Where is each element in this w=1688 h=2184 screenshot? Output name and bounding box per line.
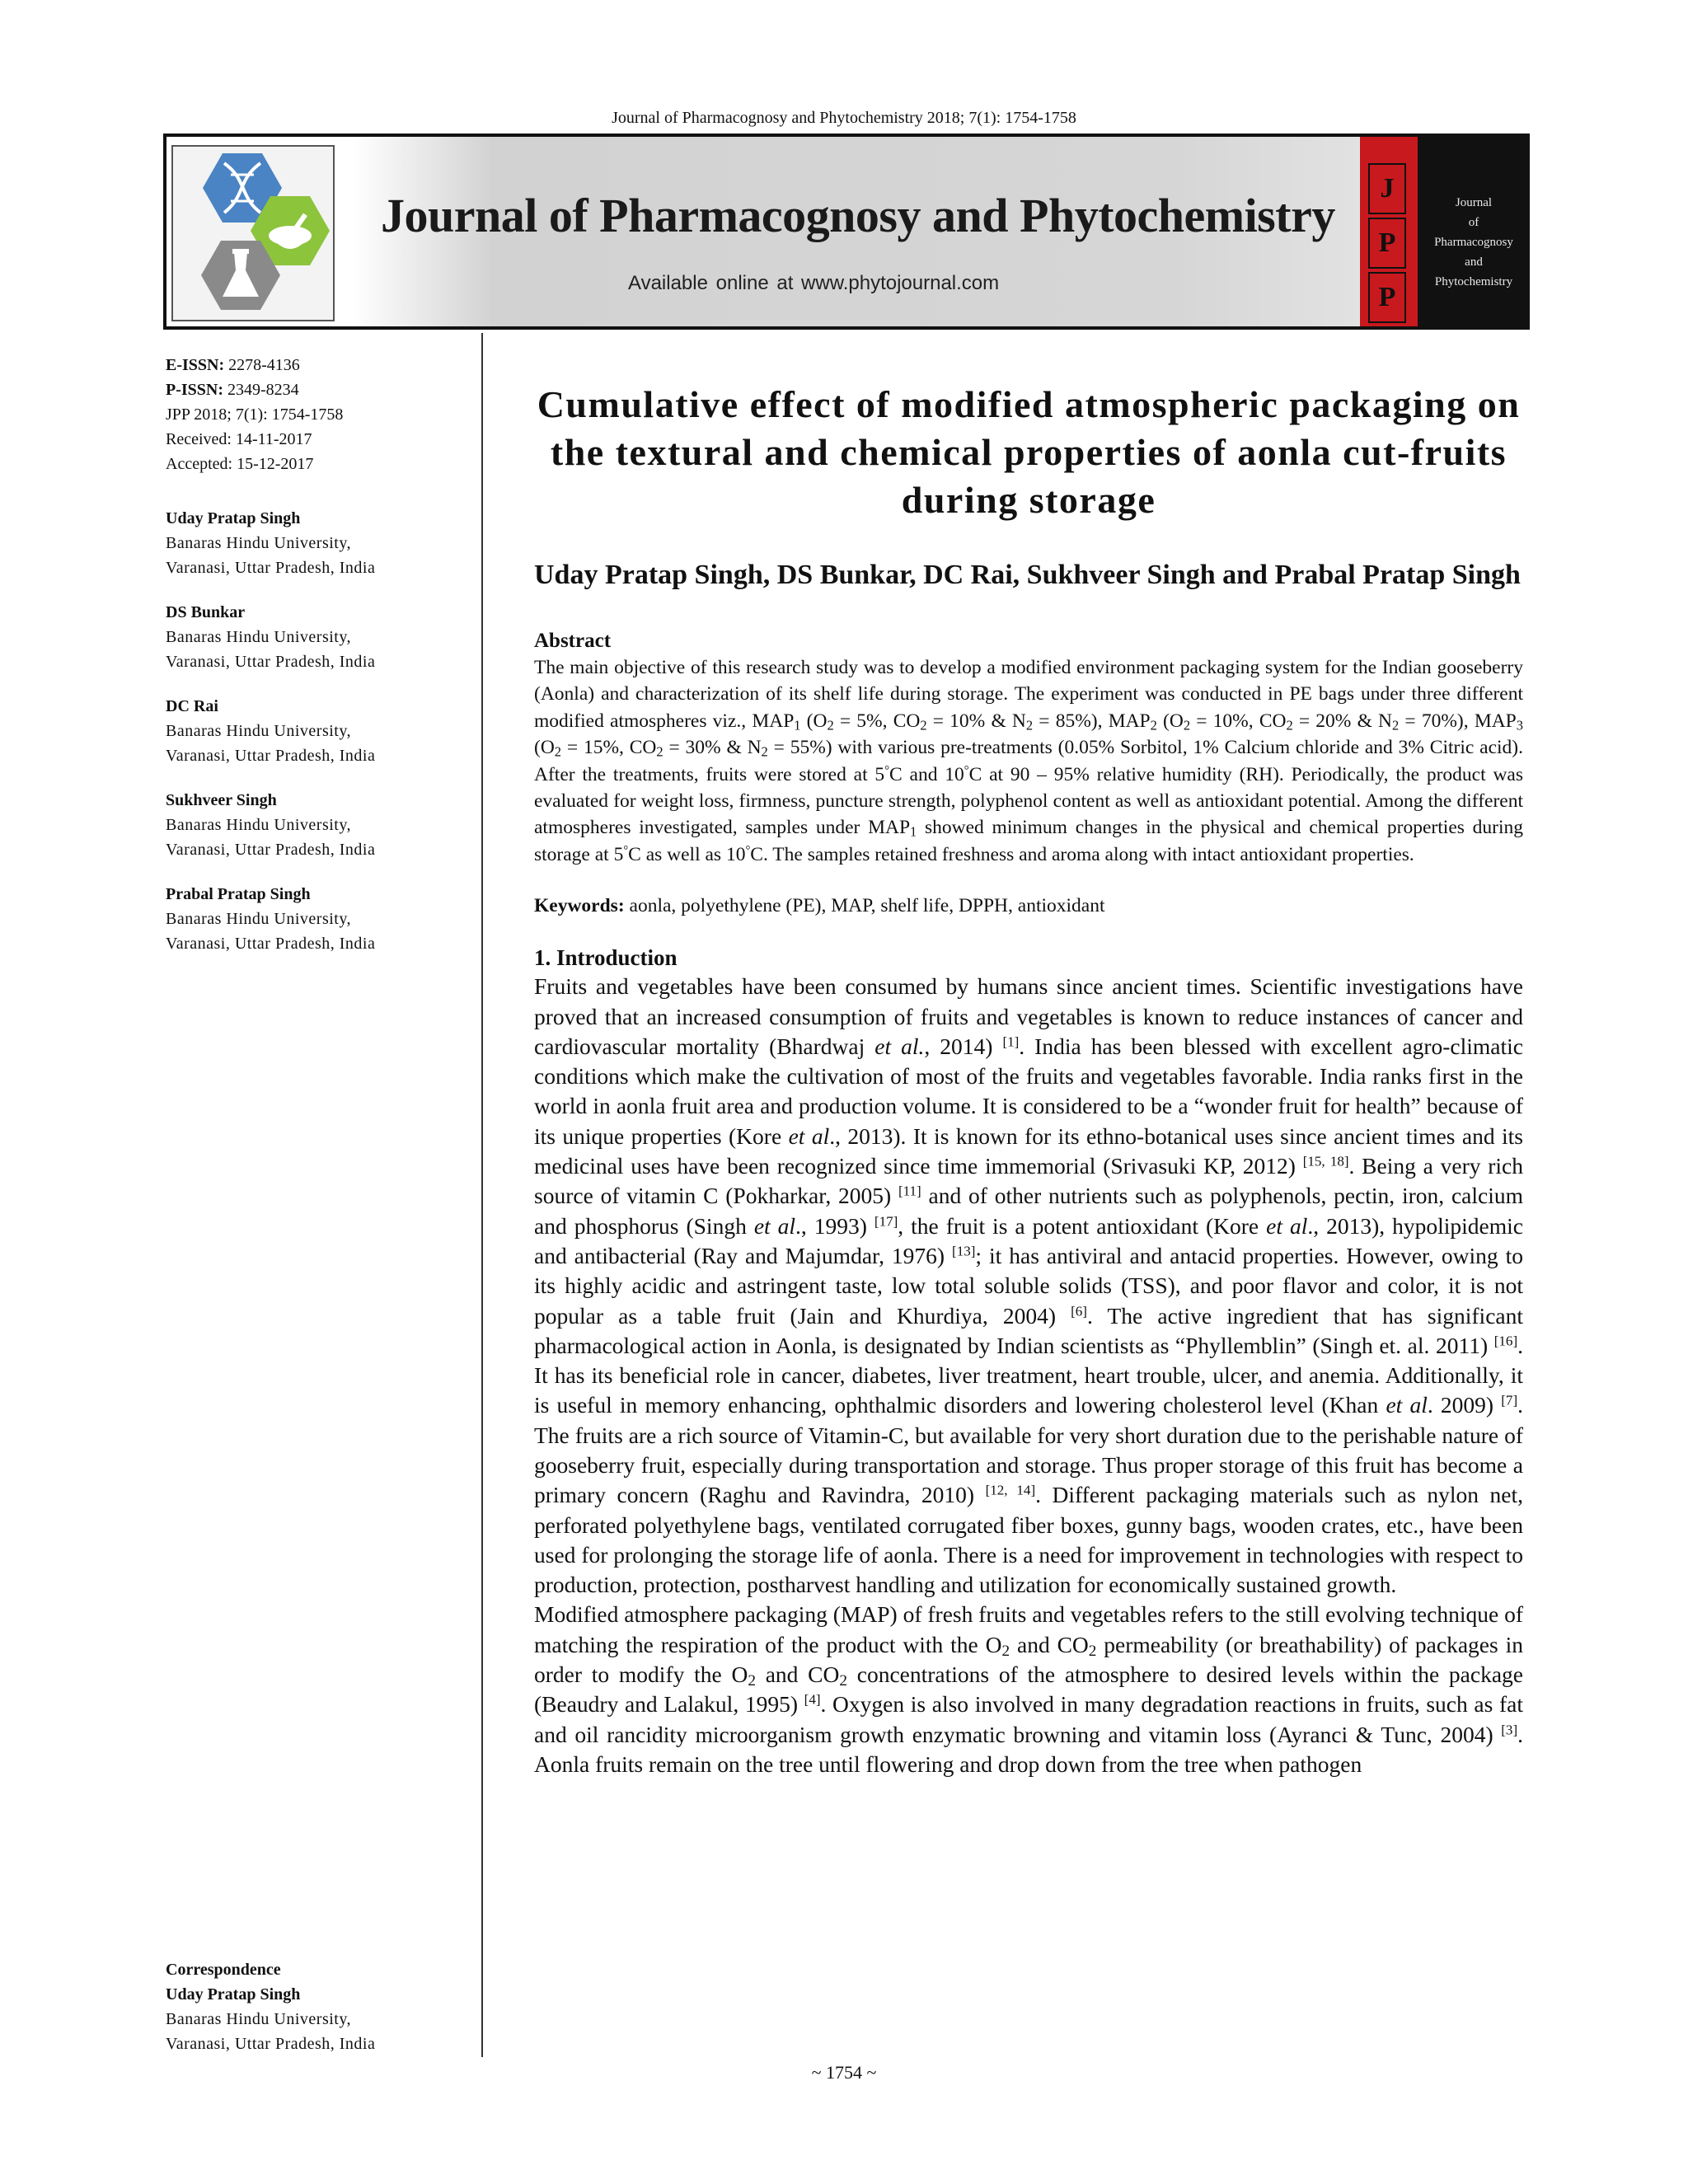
affiliation-1: Uday Pratap Singh Banaras Hindu University, Varanasi, Uttar Pradesh, India [166, 509, 376, 577]
abstract-text: The main objective of this research study was to develop a modified environment packaging system for the Indian gooseberry (Aonla) and characterization of its shelf life during storage. The experiment was conducted in PE bags under three different modified atmospheres viz., $MAP_1$ ($O_2 = 5\%$, $CO_2 = 10\%$ & $N_2 = 85\%$), $MAP_2$ ($O_2 = 10\%$, $CO_2 = 20\%$ & $N_2 = 70\%$), $MAP_3$ ($O_2 = 15\%$, $CO_2 = 30\%$ & $N_2 = 55\%$) with various pre-treatments (0.05% Sorbitol, 1% Calcium chloride and 3% Citric acid). After the treatments, fruits were stored at 5°C and 10°C at 90 – 95% relative humidity (RH). Periodically, the product was evaluated for weight loss, firmness, puncture strength, polyphenol content as well as antioxidant potential. Among the different atmospheres investigated, samples under $MAP_1$ showed minimum changes in the physical and chemical properties during storage at 5°C as well as 10°C. The samples retained freshness and aroma along with intact antioxidant properties. [534, 657, 1523, 865]
running-head: Journal of Pharmacognosy and Phytochemistry 2018; 7(1): 1754-1758 [612, 109, 1076, 127]
author-list: Uday Pratap Singh, DS Bunkar, DC Rai, Sukhveer Singh and Prabal Pratap Singh [534, 560, 1521, 590]
jpp-letter-p2: P [1368, 272, 1406, 323]
abstract-heading: Abstract [534, 630, 612, 652]
journal-logo [171, 145, 335, 321]
journal-banner [163, 134, 1530, 330]
affiliation-2: DS Bunkar Banaras Hindu University, Varanasi, Uttar Pradesh, India [166, 603, 376, 671]
side-text-2: of [1468, 216, 1479, 229]
intro-heading: 1. Introduction [534, 945, 678, 971]
correspondence: Correspondence Uday Pratap Singh Banaras Hindu University, Varanasi, Uttar Pradesh, India [166, 1957, 479, 2056]
eissn: E-ISSN: 2278-4136 [166, 356, 300, 374]
article-title: Cumulative effect of modified atmospheric packaging on the textural and chemical properties of aonla cut-fruits during storage [537, 383, 1521, 521]
journal-name: Journal of Pharmacognosy and Phytochemistry [381, 189, 1335, 242]
sidebar [166, 353, 479, 956]
side-text-3: Pharmacognosy [1434, 236, 1513, 249]
jpp-citation: JPP 2018; 7(1): 1754-1758 [166, 405, 344, 424]
correspondence-name: Uday Pratap Singh [166, 1985, 301, 2004]
keywords: Keywords: aonla, polyethylene (PE), MAP, shelf life, DPPH, antioxidant [534, 895, 1105, 917]
received-date: Received: 14-11-2017 [166, 430, 312, 448]
jpp-side-panel [1418, 137, 1530, 326]
affiliation-5: Prabal Pratap Singh Banaras Hindu University, Varanasi, Uttar Pradesh, India [166, 885, 376, 953]
side-text-1: Journal [1455, 196, 1493, 209]
page-number: ~ 1754 ~ [811, 2062, 877, 2083]
side-text-4: and [1465, 255, 1483, 269]
intro-paragraph-2: Modified atmosphere packaging (MAP) of fresh fruits and vegetables refers to the still evolving technique of matching the respiration of the product with the $O_2$ and $CO_2$ permeability (or breathability) of packages in order to modify the $O_2$ and $CO_2$ concentrations of the atmosphere to desired levels within the package (Beaudry and Lalakul, 1995) [4]. Oxygen is also involved in many degradation reactions in fruits, such as fat and oil rancidity microorganism growth enzymatic browning and vitamin loss (Ayranci & Tunc, 2004) [3]. Aonla fruits remain on the tree until flowering and drop down from the tree when pathogen [534, 1601, 1523, 1777]
availability-note: Available online at www.phytojournal.com [628, 272, 1000, 294]
intro-paragraph-1: Fruits and vegetables have been consumed by humans since ancient times. Scientific investigations have proved that an increased consumption of fruits and vegetables is known to reduce instances of cancer and cardiovascular mortality (Bhardwaj et al., 2014) [1]. India has been blessed with excellent agro-climatic conditions which make the cultivation of most of the fruits and vegetables favorable. India ranks first in the world in aonla fruit area and production volume. It is considered to be a “wonder fruit for health” because of its unique properties (Kore et al., 2013). It is known for its ethno-botanical uses since ancient times and its medicinal uses have been recognized since time immemorial (Srivasuki KP, 2012) [15, 18]. Being a very rich source of vitamin C (Pokharkar, 2005) [11] and of other nutrients such as polyphenols, pectin, iron, calcium and phosphorus (Singh et al., 1993) [17], the fruit is a potent antioxidant (Kore et al., 2013), hypolipidemic and antibacterial (Ray and Majumdar, 1976) [13]; it has antiviral and antacid properties. However, owing to its highly acidic and astringent taste, low total soluble solids (TSS), and poor flavor and color, it is not popular as a table fruit (Jain and Khurdiya, 2004) [6]. The active ingredient that has significant pharmacological action in Aonla, is designated by Indian scientists as “Phyllemblin” (Singh et. al. 2011) [16]. It has its beneficial role in cancer, diabetes, liver treatment, heart trouble, ulcer, and anemia. Additionally, it is useful in memory enhancing, ophthalmic disorders and lowering cholesterol level (Khan et al. 2009) [7]. The fruits are a rich source of Vitamin-C, but available for very short duration due to the perishable nature of gooseberry fruit, especially during transportation and storage. Thus proper storage of this fruit has become a primary concern (Raghu and Ravindra, 2010) [12, 14]. Different packaging materials such as nylon net, perforated polyethylene bags, ventilated corrugated fiber boxes, gunny bags, wooden crates, etc., have been used for prolonging the storage life of aonla. There is a need for improvement in technologies with respect to production, protection, postharvest handling and utilization for economically sustained growth. [534, 973, 1524, 1598]
affiliation-3: DC Rai Banaras Hindu University, Varanasi, Uttar Pradesh, India [166, 697, 376, 765]
column-divider [481, 333, 483, 2057]
article-main [534, 381, 1523, 1779]
pissn: P-ISSN: 2349-8234 [166, 381, 299, 399]
affiliation-4: Sukhveer Singh Banaras Hindu University, Varanasi, Uttar Pradesh, India [166, 791, 376, 859]
jpp-letter-strip [1360, 137, 1418, 326]
correspondence-label: Correspondence [166, 1961, 281, 1979]
jpp-letter-j: J [1368, 163, 1406, 214]
jpp-letter-p1: P [1368, 218, 1406, 269]
side-text-5: Phytochemistry [1434, 275, 1513, 288]
accepted-date: Accepted: 15-12-2017 [166, 455, 314, 473]
hexagon-logo-icon [173, 147, 333, 320]
